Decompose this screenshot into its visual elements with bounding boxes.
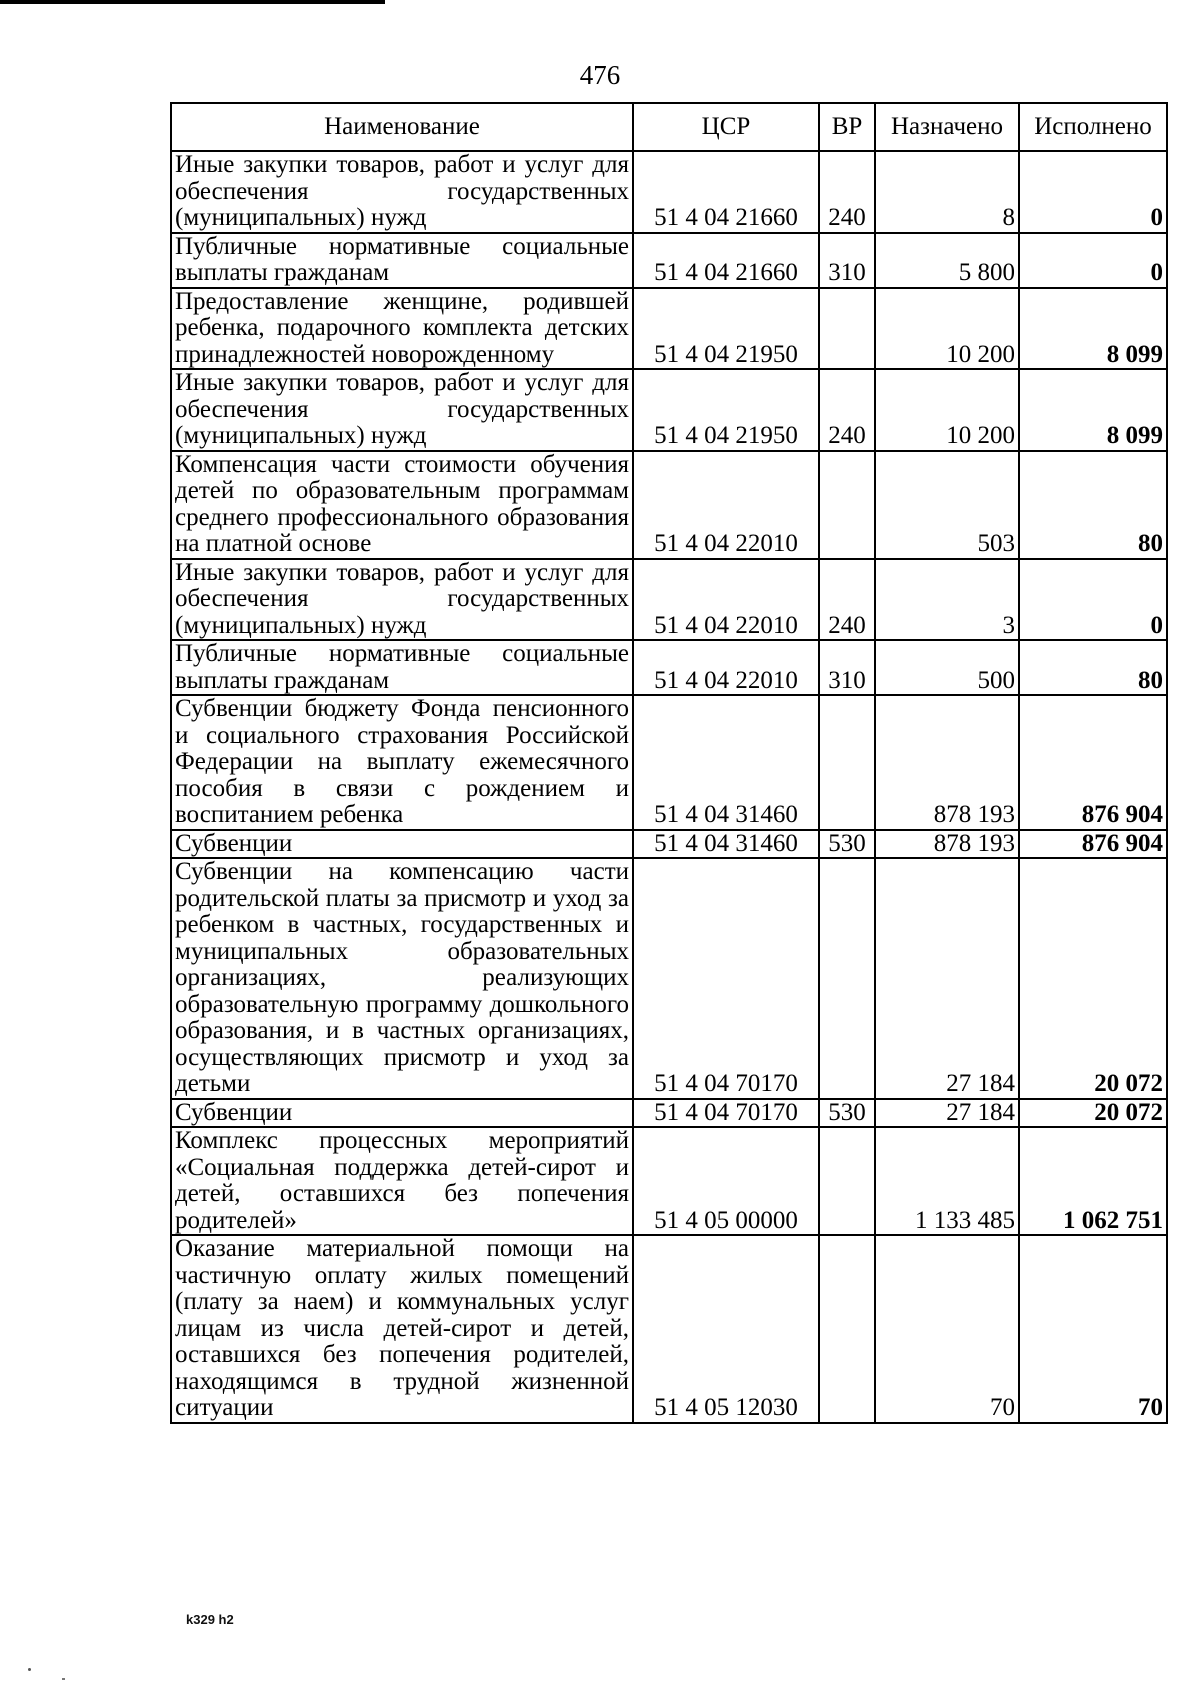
- header-planned: Назначено: [875, 103, 1019, 151]
- row-planned-cell: 3: [875, 559, 1019, 641]
- row-csr-cell: 51 4 05 00000: [633, 1127, 819, 1235]
- row-csr-cell: 51 4 04 21950: [633, 369, 819, 451]
- row-planned-cell: 10 200: [875, 288, 1019, 370]
- row-vr-cell: [819, 695, 875, 830]
- row-vr-cell: [819, 451, 875, 559]
- header-executed: Исполнено: [1019, 103, 1167, 151]
- header-name: Наименование: [171, 103, 633, 151]
- row-csr-cell: 51 4 04 21660: [633, 233, 819, 288]
- row-executed-cell: 0: [1019, 559, 1167, 641]
- row-csr-cell: 51 4 04 22010: [633, 640, 819, 695]
- row-name-cell: Иные закупки товаров, работ и услуг для обеспечения государственных (муниципальных) нужд: [171, 369, 633, 451]
- row-name-cell: Оказание материальной помощи на частичную оплату жилых помещений (плату за наем) и коммунальных услуг лицам из числа детей-сирот и детей, оставшихся без попечения родителей, находящимся в трудной жизненной ситуации: [171, 1235, 633, 1423]
- row-name-cell: Иные закупки товаров, работ и услуг для обеспечения государственных (муниципальных) нужд: [171, 559, 633, 641]
- row-planned-cell: 5 800: [875, 233, 1019, 288]
- row-csr-cell: 51 4 04 22010: [633, 451, 819, 559]
- row-csr-cell: 51 4 04 21660: [633, 151, 819, 233]
- row-vr-cell: 530: [819, 1099, 875, 1128]
- row-executed-cell: 8 099: [1019, 369, 1167, 451]
- row-vr-cell: [819, 288, 875, 370]
- row-name-cell: Субвенции: [171, 1099, 633, 1128]
- table-row: [171, 451, 1167, 559]
- row-csr-cell: 51 4 05 12030: [633, 1235, 819, 1423]
- page-number: 476: [579, 60, 621, 90]
- row-vr-cell: 240: [819, 559, 875, 641]
- row-executed-cell: 0: [1019, 151, 1167, 233]
- row-planned-cell: 8: [875, 151, 1019, 233]
- table-row: [171, 369, 1167, 451]
- row-csr-cell: 51 4 04 21950: [633, 288, 819, 370]
- row-planned-cell: 27 184: [875, 1099, 1019, 1128]
- row-vr-cell: 310: [819, 233, 875, 288]
- table-row: [171, 858, 1167, 1099]
- row-planned-cell: 10 200: [875, 369, 1019, 451]
- row-vr-cell: [819, 1127, 875, 1235]
- row-vr-cell: 310: [819, 640, 875, 695]
- row-name-cell: Субвенции бюджету Фонда пенсионного и социального страхования Российской Федерации на выплату ежемесячного пособия в связи с рождением и воспитанием ребенка: [171, 695, 633, 830]
- row-name-cell: Публичные нормативные социальные выплаты гражданам: [171, 640, 633, 695]
- table-row: [171, 695, 1167, 830]
- row-planned-cell: 500: [875, 640, 1019, 695]
- row-csr-cell: 51 4 04 22010: [633, 559, 819, 641]
- row-executed-cell: 1 062 751: [1019, 1127, 1167, 1235]
- table-row: [171, 288, 1167, 370]
- row-vr-cell: [819, 1235, 875, 1423]
- row-planned-cell: 503: [875, 451, 1019, 559]
- row-planned-cell: 878 193: [875, 695, 1019, 830]
- row-vr-cell: [819, 858, 875, 1099]
- footer-code: k329 h2: [186, 1612, 234, 1627]
- scan-speck: [28, 1668, 31, 1671]
- row-csr-cell: 51 4 04 70170: [633, 858, 819, 1099]
- table-row: [171, 233, 1167, 288]
- row-executed-cell: 876 904: [1019, 830, 1167, 859]
- row-executed-cell: 70: [1019, 1235, 1167, 1423]
- row-planned-cell: 27 184: [875, 858, 1019, 1099]
- row-planned-cell: 878 193: [875, 830, 1019, 859]
- row-executed-cell: 20 072: [1019, 858, 1167, 1099]
- row-executed-cell: 80: [1019, 451, 1167, 559]
- row-name-cell: Иные закупки товаров, работ и услуг для обеспечения государственных (муниципальных) нужд: [171, 151, 633, 233]
- table-row: [171, 830, 1167, 859]
- row-name-cell: Публичные нормативные социальные выплаты гражданам: [171, 233, 633, 288]
- scan-edge-mark: [0, 0, 385, 4]
- table-row: [171, 151, 1167, 233]
- header-vr: ВР: [819, 103, 875, 151]
- budget-table: [170, 102, 1168, 1424]
- table-row: [171, 1099, 1167, 1128]
- row-planned-cell: 1 133 485: [875, 1127, 1019, 1235]
- row-name-cell: Предоставление женщине, родившей ребенка, подарочного комплекта детских принадлежностей новорожденному: [171, 288, 633, 370]
- row-executed-cell: 20 072: [1019, 1099, 1167, 1128]
- header-csr: ЦСР: [633, 103, 819, 151]
- row-name-cell: Компенсация части стоимости обучения детей по образовательным программам среднего профессионального образования на платной основе: [171, 451, 633, 559]
- row-executed-cell: 876 904: [1019, 695, 1167, 830]
- scan-speck: [62, 1678, 65, 1680]
- row-vr-cell: 240: [819, 369, 875, 451]
- row-name-cell: Субвенции: [171, 830, 633, 859]
- row-executed-cell: 80: [1019, 640, 1167, 695]
- table-row: [171, 1235, 1167, 1423]
- row-csr-cell: 51 4 04 31460: [633, 830, 819, 859]
- row-name-cell: Субвенции на компенсацию части родительской платы за присмотр и уход за ребенком в частных, государственных и муниципальных образовательных организациях, реализующих образовательную программу дошкольного образования, и в частных организациях, осуществляющих присмотр и уход за детьми: [171, 858, 633, 1099]
- row-vr-cell: 530: [819, 830, 875, 859]
- row-planned-cell: 70: [875, 1235, 1019, 1423]
- table-body: [171, 151, 1167, 1423]
- row-executed-cell: 8 099: [1019, 288, 1167, 370]
- row-name-cell: Комплекс процессных мероприятий «Социальная поддержка детей-сирот и детей, оставшихся без попечения родителей»: [171, 1127, 633, 1235]
- table-row: [171, 559, 1167, 641]
- table-header-row: [171, 103, 1167, 151]
- row-vr-cell: 240: [819, 151, 875, 233]
- row-csr-cell: 51 4 04 70170: [633, 1099, 819, 1128]
- row-csr-cell: 51 4 04 31460: [633, 695, 819, 830]
- table-row: [171, 640, 1167, 695]
- row-executed-cell: 0: [1019, 233, 1167, 288]
- table-row: [171, 1127, 1167, 1235]
